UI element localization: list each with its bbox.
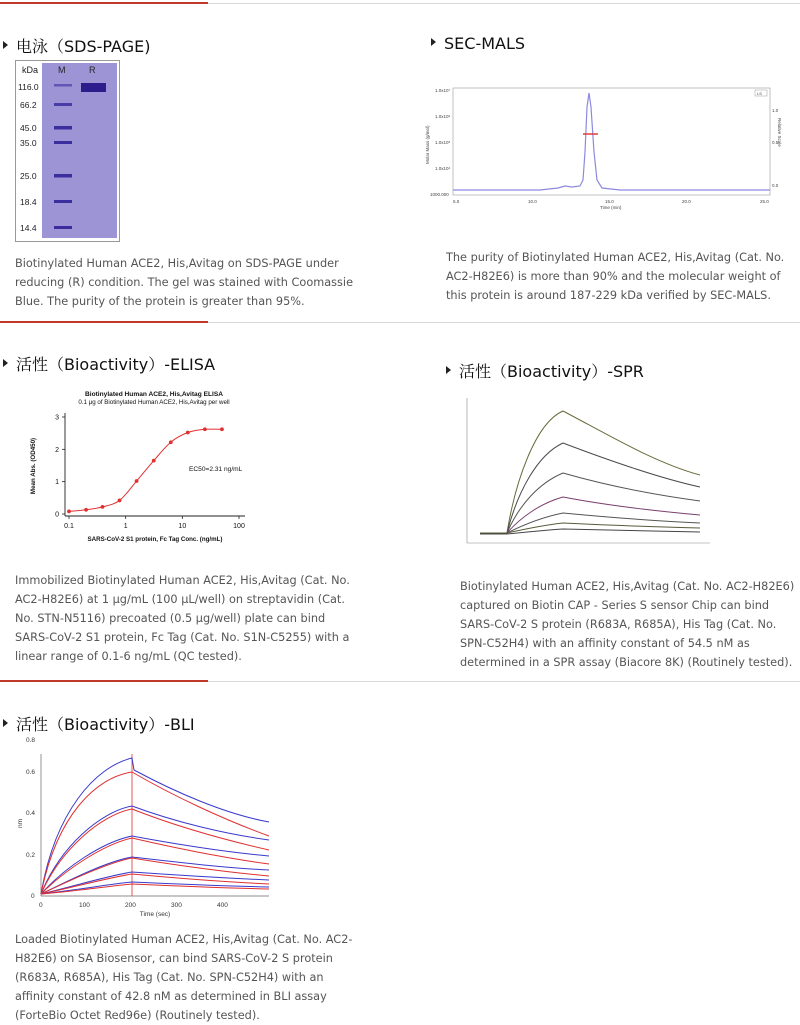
divider-accent	[0, 2, 208, 4]
sec-mals-y2tick: 0.0	[772, 183, 779, 188]
gel-marker-label: 18.4	[20, 197, 37, 207]
elisa-xtick-label: 10	[178, 523, 187, 530]
desc-line: determined in a SPR assay (Biacore 8K) (Routinely tested).	[460, 656, 793, 669]
sec-mals-y2tick: 0.5	[772, 140, 779, 145]
bullet-triangle-icon	[431, 38, 436, 46]
elisa-data-point	[186, 431, 190, 435]
bli-ytick: 0.4	[26, 810, 36, 817]
elisa-xlabel: SARS-CoV-2 S1 protein, Fc Tag Conc. (ng/mL)	[87, 536, 223, 543]
desc-line: (R683A, R685A), His Tag (Cat. No. SPN-C52H4) with an	[15, 971, 324, 984]
gel-marker-label: 66.2	[20, 100, 37, 110]
elisa-data-point	[118, 499, 122, 503]
sec-mals-legend: LS	[757, 91, 762, 96]
bli-xtick: 200	[125, 902, 136, 909]
elisa-ytick-label: 0	[55, 511, 59, 519]
top-divider	[0, 3, 800, 4]
sec-mals-chart	[420, 82, 780, 212]
bli-title-text: 活性（Bioactivity）-BLI	[16, 715, 195, 734]
desc-line: affinity constant of 42.8 nM as determined in BLI assay	[15, 990, 327, 1003]
desc-line: The purity of Biotinylated Human ACE2, His,Avitag (Cat. No.	[446, 251, 785, 264]
bli-title	[3, 712, 195, 735]
sec-mals-ytick: 1.0x10⁵	[435, 140, 451, 145]
sec-mals-xtick: 5.0	[453, 199, 460, 204]
bli-xtick: 100	[79, 902, 90, 909]
sds-page-title	[3, 34, 150, 57]
bli-ytick: 0	[31, 893, 35, 900]
gel-marker-label: 14.4	[20, 223, 37, 233]
desc-line: H82E6) on SA Biosensor, can bind SARS-CoV-2 S protein	[15, 952, 333, 965]
bli-ylabel: nm	[17, 818, 24, 828]
desc-line: this protein is around 187-229 kDa verified by SEC-MALS.	[446, 289, 771, 302]
elisa-xtick-label: 0.1	[64, 523, 74, 530]
elisa-data-point	[135, 479, 139, 483]
section-divider	[0, 681, 800, 682]
sds-page-gel-image	[15, 60, 120, 242]
elisa-data-point	[169, 440, 173, 444]
bullet-triangle-icon	[3, 41, 8, 49]
elisa-chart-title: Biotinylated Human ACE2, His,Avitag ELISA	[84, 391, 224, 398]
bullet-triangle-icon	[3, 719, 8, 727]
sec-mals-xtick: 15.0	[605, 199, 614, 204]
desc-line: SARS-CoV-2 S protein (R683A, R685A), His Tag (Cat. No.	[460, 618, 777, 631]
gel-marker-label: 45.0	[20, 123, 37, 133]
bli-xtick: 400	[217, 902, 228, 909]
desc-line: captured on Biotin CAP - Series S sensor Chip can bind	[460, 599, 770, 612]
bli-curves	[41, 758, 269, 894]
desc-line: reducing (R) condition. The gel was stained with Coomassie	[15, 276, 354, 289]
bli-description	[15, 930, 352, 1025]
elisa-data-point	[152, 459, 156, 463]
gel-marker-label: 25.0	[20, 171, 37, 181]
elisa-xtick-label: 1	[123, 523, 128, 530]
desc-line: AC2-H82E6) is more than 90% and the molecular weight of	[446, 270, 781, 283]
sec-mals-ytick: 1000.000	[430, 192, 449, 197]
bullet-triangle-icon	[3, 359, 8, 367]
elisa-chart-subtitle: 0.1 μg of Biotinylated Human ACE2, His,Avitag per well	[78, 399, 230, 406]
bli-xlabel: Time (sec)	[139, 911, 171, 918]
elisa-data-point	[101, 505, 105, 509]
bli-ytick: 0.8	[26, 737, 36, 744]
sec-mals-xlabel: Time (min)	[600, 205, 622, 210]
elisa-data-point	[67, 510, 71, 514]
elisa-xtick-label: 100	[233, 523, 245, 530]
desc-line: AC2-H82E6) at 1 μg/mL (100 μL/well) on streptavidin (Cat.	[15, 593, 345, 606]
bli-xtick: 300	[171, 902, 182, 909]
sec-mals-title	[431, 34, 525, 53]
desc-line: Biotinylated Human ACE2, His,Avitag on SDS-PAGE under	[15, 257, 339, 270]
spr-curve	[480, 443, 700, 533]
desc-line: (ForteBio Octet Red96e) (Routinely tested).	[15, 1009, 260, 1022]
spr-curves	[480, 411, 700, 534]
desc-line: Immobilized Biotinylated Human ACE2, His,Avitag (Cat. No.	[15, 574, 350, 587]
sec-mals-xtick: 25.0	[760, 199, 769, 204]
elisa-ytick-label: 1	[55, 479, 59, 487]
sec-mals-ylabel: Molar Mass (g/mol)	[425, 125, 430, 164]
elisa-title-text: 活性（Bioactivity）-ELISA	[16, 355, 216, 374]
bli-ytick: 0.2	[26, 852, 36, 859]
gel-kda-label: kDa	[22, 65, 39, 75]
elisa-data-point	[84, 508, 88, 512]
section-divider	[0, 322, 800, 323]
spr-curve	[480, 411, 700, 533]
gel-marker-label: 35.0	[20, 138, 37, 148]
spr-sensorgram	[455, 393, 725, 568]
sds-page-description	[15, 254, 353, 311]
gel-lane-m-label: M	[58, 65, 66, 75]
elisa-data-point	[203, 427, 207, 431]
gel-lane-r-label: R	[89, 65, 96, 75]
gel-marker-label: 116.0	[18, 82, 39, 92]
spr-title-text: 活性（Bioactivity）-SPR	[459, 362, 644, 381]
sec-mals-ytick: 1.0x10⁶	[435, 114, 451, 119]
sec-mals-y2label: Relative Scale	[777, 118, 782, 147]
elisa-ytick-label: 2	[55, 446, 59, 454]
sec-mals-trace	[453, 93, 770, 190]
elisa-ylabel: Mean Abs. (OD450)	[30, 437, 37, 495]
sec-mals-xtick: 20.0	[682, 199, 691, 204]
desc-line: SARS-CoV-2 S1 protein, Fc Tag (Cat. No. S1N-C5255) with a	[15, 631, 350, 644]
desc-line: Blue. The purity of the protein is greater than 95%.	[15, 295, 305, 308]
elisa-chart	[15, 382, 265, 547]
gel-sample-band	[81, 83, 106, 92]
elisa-annotation: EC50=2.31 ng/mL	[189, 466, 243, 473]
sec-mals-y2tick: 1.0	[772, 108, 779, 113]
elisa-description	[15, 571, 350, 666]
bullet-triangle-icon	[446, 366, 451, 374]
sec-mals-ytick: 1.0x10⁷	[435, 88, 451, 93]
divider-accent	[0, 680, 208, 682]
bli-raw-curve	[41, 806, 269, 894]
desc-line: linear range of 0.1-6 ng/mL (QC tested).	[15, 650, 242, 663]
divider-accent	[0, 321, 208, 323]
bli-fit-curve	[41, 809, 269, 894]
bli-xtick: 0	[39, 902, 43, 909]
elisa-title	[3, 352, 215, 375]
sec-mals-ytick: 1.0x10⁴	[435, 166, 451, 171]
desc-line: No. STN-N5116) precoated (0.5 μg/well) plate can bind	[15, 612, 326, 625]
desc-line: SPN-C52H4) with an affinity constant of 54.5 nM as	[460, 637, 750, 650]
desc-line: Biotinylated Human ACE2, His,Avitag (Cat. No. AC2-H82E6)	[460, 580, 795, 593]
sec-mals-xtick: 10.0	[528, 199, 537, 204]
spr-title	[446, 359, 644, 382]
spr-description	[460, 577, 794, 672]
elisa-ytick-label: 3	[55, 414, 59, 422]
elisa-data-point	[220, 427, 224, 431]
desc-line: Loaded Biotinylated Human ACE2, His,Avitag (Cat. No. AC2-	[15, 933, 353, 946]
sec-mals-title-text: SEC-MALS	[444, 34, 526, 53]
bli-ytick: 0.6	[26, 769, 36, 776]
bli-chart	[15, 737, 275, 922]
sec-mals-description	[446, 248, 784, 305]
sds-page-title-text: 电泳（SDS-PAGE)	[16, 37, 151, 56]
